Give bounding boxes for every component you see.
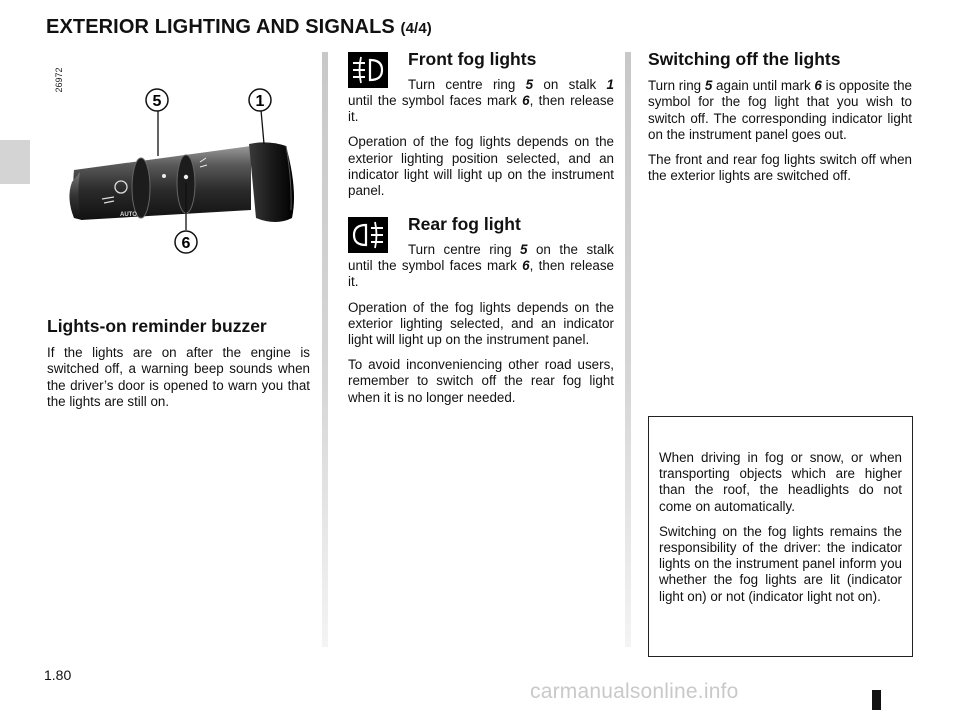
front-fog-heading: Front fog lights [408, 49, 537, 69]
rear-fog-courtesy: To avoid inconveniencing other road users, remember to switch off the rear fog light when it is no longer needed. [348, 357, 614, 405]
middle-column [348, 48, 614, 415]
column-divider-right [625, 52, 631, 647]
callout-6-label: 6 [181, 235, 191, 252]
note-box [648, 416, 913, 657]
ring-ref: 5 [704, 78, 713, 94]
text-run: again until mark [712, 78, 815, 94]
page-title-part: (4/4) [400, 20, 432, 37]
rear-fog-continuation [348, 258, 614, 290]
mark-6-dot [184, 175, 188, 179]
left-column [47, 318, 310, 419]
ring-ref: 5 [525, 77, 534, 92]
text-run: Turn centre ring [408, 77, 526, 92]
mark-ref: 6 [522, 258, 530, 274]
rear-fog-heading: Rear fog light [408, 214, 521, 235]
buzzer-heading: Lights-on reminder buzzer [47, 316, 267, 336]
note-fog-snow: When driving in fog or snow, or when transporting objects which are higher than the roof, the headlights do not come on automatically. [659, 450, 902, 514]
front-fog-lead [408, 77, 614, 93]
rear-fog-operation: Operation of the fog lights depends on the exterior lighting selected, and an indicator light will light up on the instrument panel. [348, 299, 614, 348]
figure-code-text: 26972 [54, 67, 64, 93]
stalk-drawing [46, 50, 314, 270]
front-fog-header [348, 51, 614, 93]
stalk-mark-dot [162, 174, 166, 178]
ring-ref: 5 [520, 242, 528, 258]
auto-label: AUTO [120, 212, 137, 218]
page-title-text: EXTERIOR LIGHTING AND SIGNALS [46, 16, 395, 38]
mark-ref: 6 [814, 78, 822, 94]
text-run: is opposite the symbol for the fog light that you wish to switch off. The corresponding indicator light on the instrument panel goes out. [648, 78, 912, 142]
text-run: on stalk [533, 77, 607, 92]
front-fog-continuation [348, 93, 614, 125]
stalk-ref: 1 [606, 77, 614, 92]
front-fog-light-icon [348, 52, 388, 88]
buzzer-text: If the lights are on after the engine is switched off, a warning beep sounds when the driver’s door is opened to warn you that the lights are still on. [47, 345, 310, 409]
text-run: Turn centre ring [408, 242, 521, 258]
stalk-ring-5 [132, 158, 150, 218]
text-run: , then release it. [348, 258, 614, 290]
stalk-body [73, 146, 251, 220]
rear-fog-header [348, 216, 614, 258]
text-run: until the symbol faces mark [348, 93, 523, 108]
front-fog-operation: Operation of the fog lights depends on the exterior lighting position selected, and an indicator light will light up on the instrument panel. [348, 134, 614, 199]
mark-ref: 6 [522, 93, 530, 108]
page-title [46, 16, 432, 39]
right-column [648, 48, 912, 193]
callout-5-label: 5 [152, 93, 162, 110]
chapter-tab [0, 140, 30, 184]
rear-fog-light-icon [348, 217, 388, 253]
rear-fog-lead [408, 242, 614, 258]
corner-mark [872, 690, 881, 710]
text-run: Turn ring [648, 78, 705, 94]
callout-1-leader [261, 110, 264, 144]
column-divider-left [322, 52, 328, 647]
switch-off-heading: Switching off the lights [648, 49, 841, 69]
watermark: carmanualsonline.info [530, 680, 739, 703]
page-number: 1.80 [44, 667, 72, 683]
switch-off-text [648, 78, 912, 143]
callout-1-label: 1 [255, 93, 265, 110]
text-run: until the symbol faces mark [348, 258, 523, 274]
text-run: on the stalk [527, 242, 614, 258]
switch-off-note: The front and rear fog lights switch off when the exterior lights are switched off. [648, 152, 912, 184]
note-driver-responsibility: Switching on the fog lights remains the responsibility of the driver: the indicator lights on the instrument panel inform you whether the fog lights are lit (indicator light on) or not (indicator light not on). [659, 523, 902, 604]
text-run: , then release it. [348, 93, 614, 125]
stalk-illustration [46, 50, 314, 270]
